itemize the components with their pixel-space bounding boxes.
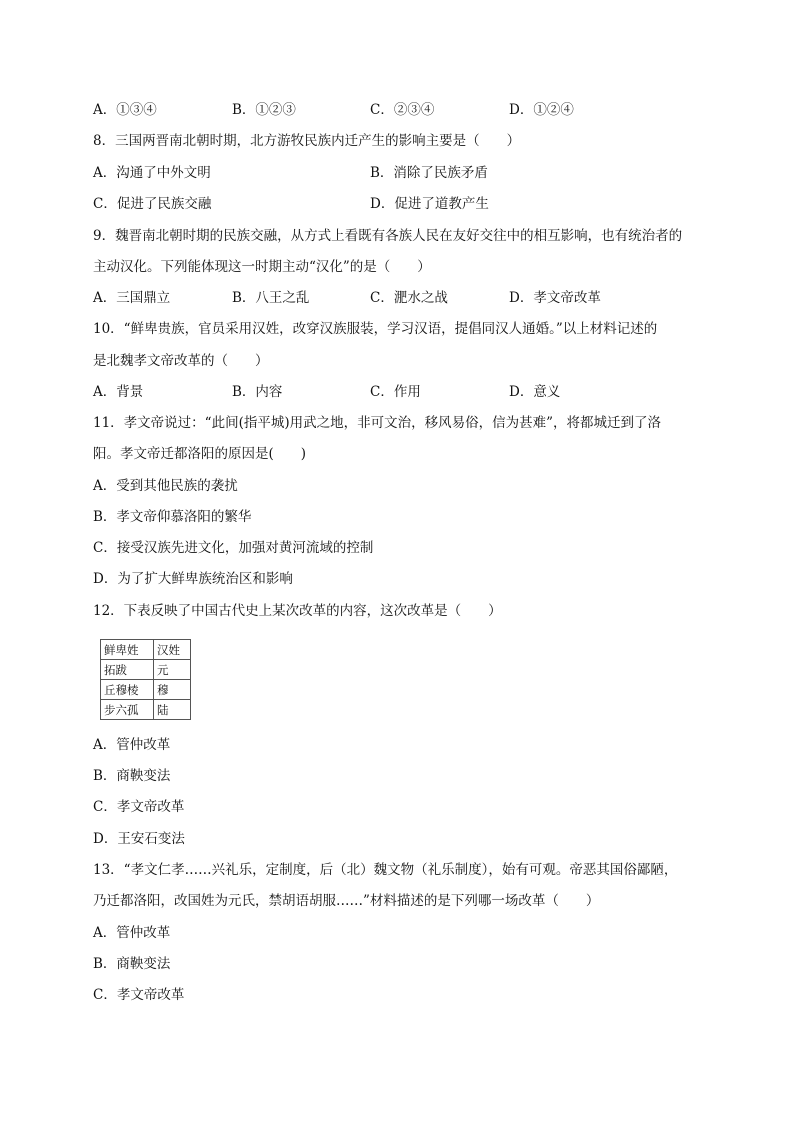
q7-option-d: D．①②④: [509, 102, 574, 118]
table-cell: 元: [154, 660, 191, 680]
q11-stem-line1: 11．孝文帝说过：“此间(指平城)用武之地，非可文治，移风易俗，信为甚难”，将都城迁到了洛: [93, 415, 662, 431]
q10-stem-line1: 10．“鲜卑贵族，官员采用汉姓，改穿汉族服装，学习汉语，提倡同汉人通婚。”以上材料记述的: [93, 321, 658, 337]
q11-option-d: D．为了扩大鲜卑族统治区和影响: [93, 571, 293, 587]
q10-option-b: B．内容: [232, 384, 283, 400]
q9-option-d: D．孝文帝改革: [509, 290, 601, 306]
q10-stem-line2: 是北魏孝文帝改革的（ ）: [93, 353, 269, 369]
q9-stem-line2: 主动汉化。下列能体现这一时期主动“汉化”的是（ ）: [93, 259, 431, 275]
q13-option-c: C．孝文帝改革: [93, 987, 185, 1003]
q7-option-b: B．①②③: [232, 102, 296, 118]
q8-option-b: B．消除了民族矛盾: [370, 165, 488, 181]
table-row: [101, 680, 191, 700]
q10-option-c: C．作用: [370, 384, 421, 400]
table-cell: 穆: [154, 680, 191, 700]
q12-option-d: D．王安石变法: [93, 831, 185, 847]
table-cell: 丘穆棱: [101, 680, 154, 700]
q9-stem-line1: 9．魏晋南北朝时期的民族交融，从方式上看既有各族人民在友好交往中的相互影响，也有统治者的: [93, 228, 683, 244]
q8-stem: 8．三国两晋南北朝时期，北方游牧民族内迁产生的影响主要是（ ）: [93, 133, 521, 149]
table-cell: 步六孤: [101, 700, 154, 720]
q9-option-a: A．三国鼎立: [93, 290, 171, 306]
q13-stem-line1: 13．“孝文仁孝……兴礼乐，定制度，后（北）魏文物（礼乐制度），始有可观。帝恶其国俗鄙陋，: [93, 862, 678, 878]
q12-option-a: A．管仲改革: [93, 737, 171, 753]
q12-stem: 12．下表反映了中国古代史上某次改革的内容，这次改革是（ ）: [93, 603, 502, 619]
table-row: [101, 660, 191, 680]
q11-option-b: B．孝文帝仰慕洛阳的繁华: [93, 509, 252, 525]
q10-option-d: D．意义: [509, 384, 561, 400]
q7-option-a: A．①③④: [93, 102, 157, 118]
table-row: [101, 700, 191, 720]
q12-option-b: B．商鞅变法: [93, 768, 171, 784]
q13-option-a: A．管仲改革: [93, 925, 171, 941]
q13-option-b: B．商鞅变法: [93, 956, 171, 972]
q9-option-c: C．淝水之战: [370, 290, 448, 306]
q11-option-c: C．接受汉族先进文化，加强对黄河流域的控制: [93, 540, 374, 556]
q8-option-d: D．促进了道教产生: [370, 196, 489, 212]
q8-option-a: A．沟通了中外文明: [93, 165, 211, 181]
q9-option-b: B．八王之乱: [232, 290, 310, 306]
q11-option-a: A．受到其他民族的袭扰: [93, 478, 238, 494]
q7-option-c: C．②③④: [370, 102, 435, 118]
q11-stem-line2: 阳。孝文帝迁都洛阳的原因是( ): [93, 446, 307, 462]
table-cell: 鲜卑姓: [101, 640, 154, 660]
table-row: [101, 640, 191, 660]
q8-option-c: C．促进了民族交融: [93, 196, 212, 212]
q12-option-c: C．孝文帝改革: [93, 799, 185, 815]
table-cell: 汉姓: [154, 640, 191, 660]
surname-table: [100, 639, 191, 720]
table-cell: 陆: [154, 700, 191, 720]
q13-stem-line2: 乃迁都洛阳，改国姓为元氏，禁胡语胡服……”材料描述的是下列哪一场改革（ ）: [93, 893, 600, 909]
table-cell: 拓跋: [101, 660, 154, 680]
q10-option-a: A．背景: [93, 384, 144, 400]
